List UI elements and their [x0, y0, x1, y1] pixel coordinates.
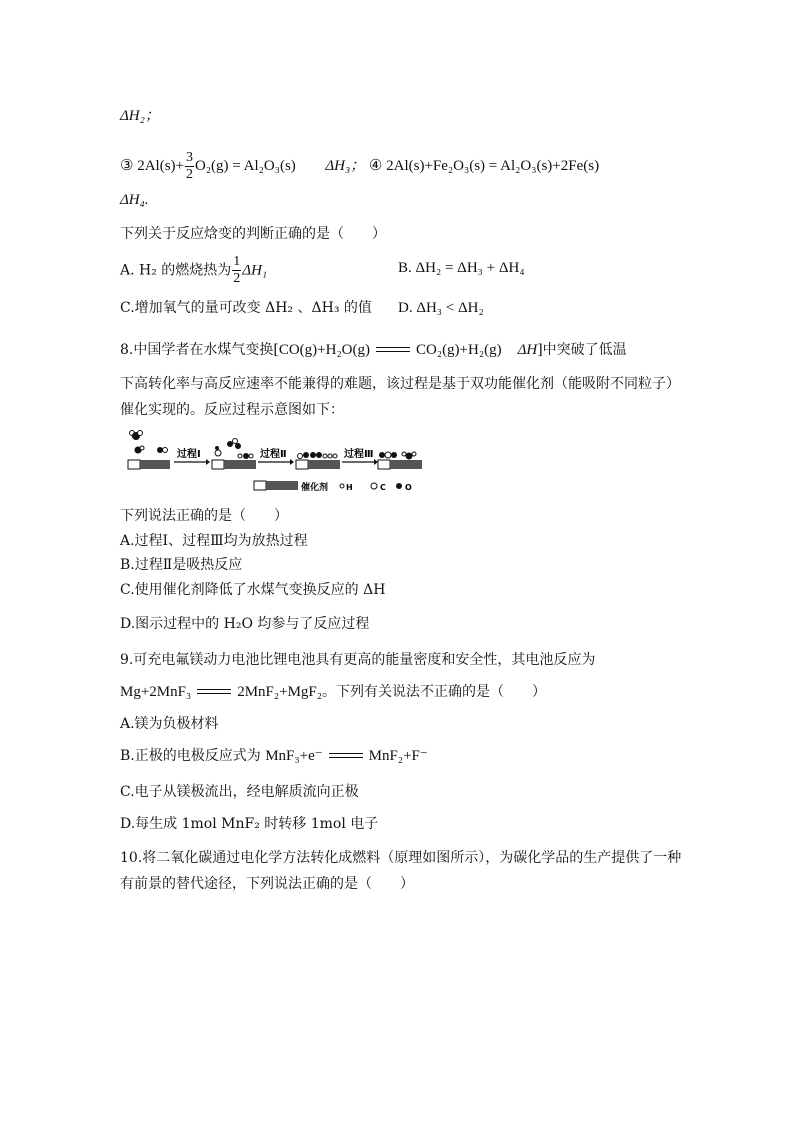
q8-option-b: B.过程Ⅱ是吸热反应 — [120, 557, 243, 573]
arrow-step1 — [174, 447, 210, 465]
stage-2 — [296, 452, 340, 469]
arrow-step3 — [342, 447, 378, 465]
diagram-legend — [254, 481, 412, 493]
dh4-label: ΔH₄. — [120, 192, 149, 208]
q7-option-a: A. H₂ 的燃烧热为 $\frac{1}{2}$ ΔH₁ — [120, 254, 268, 286]
q10-line1: 10.将二氧化碳通过电化学方法转化成燃料（原理如图所示），为碳化学品的生产提供了一种 — [120, 850, 682, 866]
q8-line3: 催化实现的。反应过程示意图如下： — [120, 402, 344, 418]
fraction-3-2: $\frac{3}{2}$ — [186, 150, 193, 182]
q8-option-a: A.过程Ⅰ、过程Ⅲ均为放热过程 — [120, 533, 308, 549]
circle-4: ④ — [368, 157, 383, 174]
equation-3-and-4 — [120, 150, 599, 183]
q9-option-a: A.镁为负极材料 — [120, 716, 219, 732]
circle-3: ③ — [120, 157, 134, 174]
step3-label: 过程Ⅲ — [344, 449, 374, 460]
q8-stem: 下列说法正确的是（ ） — [120, 508, 288, 524]
arrow-step2 — [258, 447, 294, 465]
q8-line1: 8.中国学者在水煤气变换[CO(g)+H₂O(g) CO₂(g)+H₂(g) ΔH]中突破了低温 — [120, 342, 627, 358]
eq4: 2Al(s)+Fe₂O₃(s) = Al₂O₃(s)+2Fe(s) — [386, 157, 600, 174]
legend-c: C — [380, 483, 386, 492]
legend-o: O — [405, 483, 412, 492]
eq3-dh: ΔH₃； — [325, 157, 366, 174]
step2-label: 过程Ⅱ — [260, 449, 287, 460]
q7-option-b: B. ΔH₂ = ΔH₃ + ΔH₄ — [398, 260, 525, 276]
eq3-reactants: 2Al(s)+ — [137, 157, 184, 174]
legend-h: H — [346, 483, 353, 492]
q8-option-c: C.使用催化剂降低了水煤气变换反应的 ΔH — [120, 582, 386, 598]
q7-option-d: D. ΔH₃ < ΔH₂ — [398, 300, 484, 316]
step1-label: 过程Ⅰ — [177, 449, 201, 460]
q9-line1: 9.可充电氟镁动力电池比锂电池具有更高的能量密度和安全性，其电池反应为 — [120, 652, 596, 668]
q8-option-d: D.图示过程中的 H₂O 均参与了反应过程 — [120, 616, 370, 632]
q9-line2: Mg+2MnF₃ 2MnF₂+MgF₂。下列有关说法不正确的是（ ） — [120, 684, 546, 700]
q9-option-d: D.每生成 1mol MnF₂ 时转移 1mol 电子 — [120, 816, 379, 832]
q7-option-c: C.增加氧气的量可改变 ΔH₂ 、ΔH₃ 的值 — [120, 300, 372, 316]
legend-catalyst: 催化剂 — [301, 483, 329, 493]
q9-option-c: C.电子从镁极流出，经电解质流向正极 — [120, 784, 359, 800]
q8-line2: 下高转化率与高反应速率不能兼得的难题，该过程是基于双功能催化剂（能吸附不同粒子） — [120, 376, 680, 392]
q7-stem: 下列关于反应焓变的判断正确的是（ ） — [120, 226, 386, 242]
stage-1 — [212, 439, 256, 470]
reaction-process-diagram — [120, 424, 430, 494]
stage-0 — [128, 431, 170, 470]
stage-3 — [378, 452, 422, 469]
q10-line2: 有前景的替代途径，下列说法正确的是（ ） — [120, 876, 414, 892]
q9-option-b: B.正极的电极反应式为 MnF₃+e⁻ MnF₂+F⁻ — [120, 748, 428, 764]
eq3-rest: O₂(g) = Al₂O₃(s) — [195, 157, 296, 174]
dh2-label: ΔH₂； — [120, 108, 160, 124]
